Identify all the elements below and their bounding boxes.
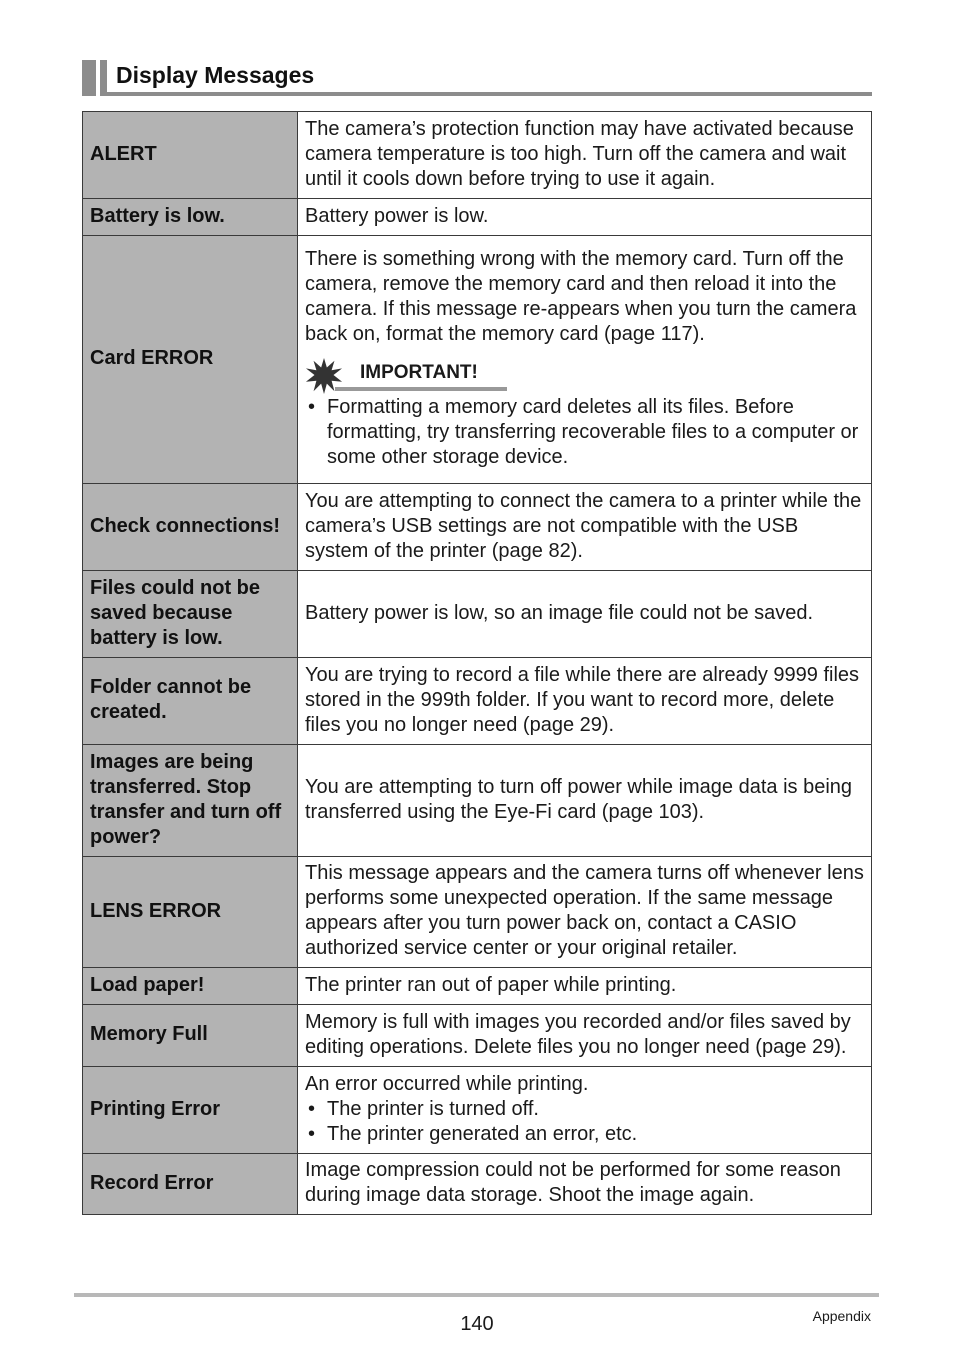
heading-rule xyxy=(107,92,872,96)
message-key: LENS ERROR xyxy=(83,857,298,968)
bullet-list xyxy=(305,1097,864,1147)
table-row xyxy=(83,745,872,857)
messages-table xyxy=(82,111,872,1215)
message-desc: You are trying to record a file while there are already 9999 files stored in the 999th folder. If you want to record more, delete files you no longer need (page 29). xyxy=(298,658,872,745)
page-title: Display Messages xyxy=(116,62,315,88)
message-desc: This message appears and the camera turns off whenever lens performs some unexpected operation. If the same message appears after you turn power back on, contact a CASIO authorized service center or your original retailer. xyxy=(298,857,872,968)
important-underline xyxy=(335,387,507,391)
message-key: Card ERROR xyxy=(83,236,298,484)
footer-rule xyxy=(74,1293,879,1297)
message-key: ALERT xyxy=(83,112,298,199)
table-row xyxy=(83,236,872,484)
table-row xyxy=(83,1154,872,1215)
table-row xyxy=(83,112,872,199)
section-name: Appendix xyxy=(812,1308,871,1324)
list-item: • The printer is turned off. xyxy=(305,1097,864,1122)
message-key: Files could not be saved because battery is low. xyxy=(83,571,298,658)
table-row xyxy=(83,1005,872,1067)
table-row xyxy=(83,571,872,658)
message-desc: There is something wrong with the memory card. Turn off the camera, remove the memory card and then reload it into the camera. If this message re-appears when you turn the camera back on, format the memory card (page 117). xyxy=(305,248,857,345)
message-desc-cell xyxy=(298,1067,872,1154)
important-label: IMPORTANT! xyxy=(360,362,478,383)
table-row xyxy=(83,199,872,236)
message-desc: Memory is full with images you recorded and/or files saved by editing operations. Delete files you no longer need (page 29). xyxy=(298,1005,872,1067)
message-desc: Battery power is low. xyxy=(298,199,872,236)
table-row xyxy=(83,658,872,745)
message-key: Check connections! xyxy=(83,484,298,571)
table-row xyxy=(83,1067,872,1154)
message-key: Images are being transferred. Stop transfer and turn off power? xyxy=(83,745,298,857)
message-key: Printing Error xyxy=(83,1067,298,1154)
message-key: Load paper! xyxy=(83,968,298,1005)
important-box xyxy=(305,357,864,393)
list-item: • Formatting a memory card deletes all its files. Before formatting, try transferring recoverable files to a computer or some other storage device. xyxy=(305,395,864,470)
section-heading xyxy=(82,60,872,98)
heading-bar-icon xyxy=(82,60,96,96)
message-key: Memory Full xyxy=(83,1005,298,1067)
bullet-list xyxy=(305,395,864,470)
message-key: Record Error xyxy=(83,1154,298,1215)
message-key: Battery is low. xyxy=(83,199,298,236)
message-desc: Battery power is low, so an image file could not be saved. xyxy=(298,571,872,658)
page-number: 140 xyxy=(460,1313,494,1335)
table-row xyxy=(83,484,872,571)
message-desc: An error occurred while printing. xyxy=(305,1072,589,1095)
message-desc: You are attempting to turn off power while image data is being transferred using the Eye-Fi card (page 103). xyxy=(298,745,872,857)
message-desc: The printer ran out of paper while printing. xyxy=(298,968,872,1005)
message-desc-cell xyxy=(298,236,872,484)
list-item: • The printer generated an error, etc. xyxy=(305,1122,864,1147)
message-desc: You are attempting to connect the camera to a printer while the camera’s USB settings are not compatible with the USB system of the printer (page 82). xyxy=(298,484,872,571)
message-desc: The camera’s protection function may have activated because camera temperature is too high. Turn off the camera and wait until it cools down before trying to use it again. xyxy=(298,112,872,199)
table-row xyxy=(83,857,872,968)
table-row xyxy=(83,968,872,1005)
heading-bar-thin xyxy=(100,60,107,96)
message-key: Folder cannot be created. xyxy=(83,658,298,745)
message-desc: Image compression could not be performed for some reason during image data storage. Shoot the image again. xyxy=(298,1154,872,1215)
